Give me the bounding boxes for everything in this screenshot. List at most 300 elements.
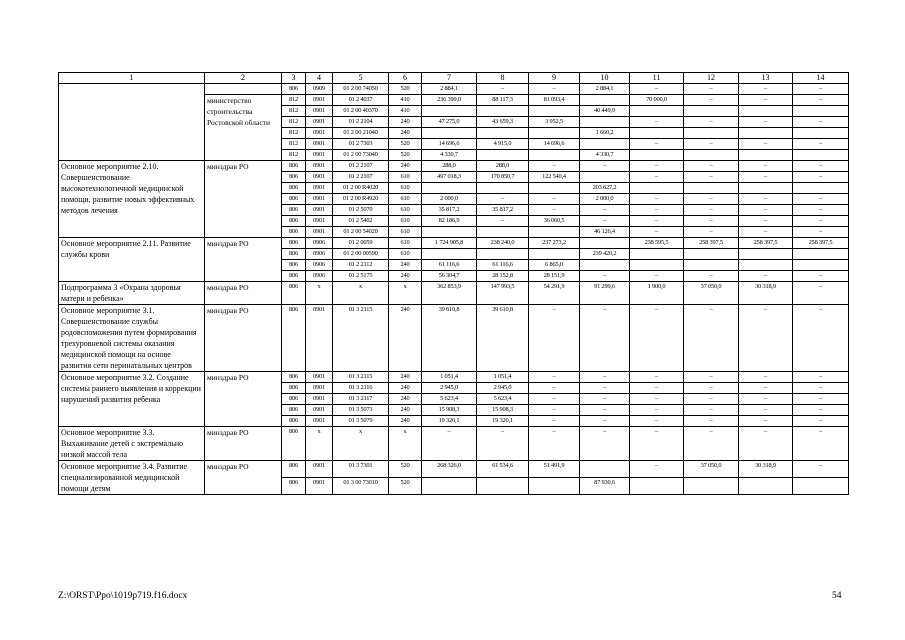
executor-cell: министерство строительства Ростовской области xyxy=(205,95,282,161)
value-cell: – xyxy=(739,117,793,128)
value-cell xyxy=(739,478,793,495)
value-cell: – xyxy=(793,271,849,282)
value-cell: 28 151,9 xyxy=(529,271,580,282)
value-cell: – xyxy=(630,383,684,394)
value-cell: 520 xyxy=(389,84,422,95)
value-cell: 236 399,0 xyxy=(422,95,477,106)
table-body xyxy=(59,84,849,495)
value-cell: – xyxy=(739,305,793,372)
value-cell: – xyxy=(793,405,849,416)
value-cell: – xyxy=(739,161,793,172)
value-cell: – xyxy=(684,139,739,150)
value-cell: – xyxy=(630,161,684,172)
value-cell: 37 050,0 xyxy=(684,461,739,478)
value-cell: x xyxy=(306,427,333,461)
value-cell: 0901 xyxy=(306,117,333,128)
value-cell: – xyxy=(739,139,793,150)
table-row xyxy=(59,238,849,249)
value-cell: – xyxy=(630,372,684,383)
value-cell: 0901 xyxy=(306,394,333,405)
value-cell: 240 xyxy=(389,117,422,128)
value-cell: – xyxy=(793,172,849,183)
value-cell: 35 817,2 xyxy=(477,205,529,216)
table-row xyxy=(59,84,849,95)
value-cell: – xyxy=(739,205,793,216)
value-cell: – xyxy=(739,394,793,405)
executor-cell: минздрав РО xyxy=(205,461,282,495)
value-cell: x xyxy=(306,282,333,305)
value-cell: 240 xyxy=(389,260,422,271)
executor-cell: минздрав РО xyxy=(205,161,282,238)
value-cell: 520 xyxy=(389,139,422,150)
value-cell: – xyxy=(684,172,739,183)
value-cell: – xyxy=(684,227,739,238)
value-cell: – xyxy=(739,427,793,461)
value-cell: – xyxy=(580,427,630,461)
value-cell xyxy=(477,150,529,161)
value-cell: 610 xyxy=(389,183,422,194)
value-cell: 82 186,9 xyxy=(422,216,477,227)
activity-name-cell: Основное мероприятие 3.4. Развитие специализированной медицинской помощи детям xyxy=(59,461,205,495)
value-cell: 258 397,5 xyxy=(684,238,739,249)
column-number-header: 12 xyxy=(684,73,739,84)
column-number-header: 14 xyxy=(793,73,849,84)
value-cell: – xyxy=(630,394,684,405)
value-cell: 610 xyxy=(389,238,422,249)
value-cell xyxy=(580,172,630,183)
value-cell: 237 273,2 xyxy=(529,238,580,249)
value-cell: – xyxy=(630,194,684,205)
value-cell: – xyxy=(477,427,529,461)
value-cell: – xyxy=(630,216,684,227)
value-cell: – xyxy=(684,117,739,128)
value-cell xyxy=(684,249,739,260)
value-cell: – xyxy=(684,383,739,394)
value-cell: 01 2 2104 xyxy=(333,117,389,128)
value-cell: 0901 xyxy=(306,183,333,194)
value-cell: – xyxy=(739,372,793,383)
value-cell: 15 908,3 xyxy=(422,405,477,416)
value-cell: – xyxy=(630,117,684,128)
value-cell: – xyxy=(580,372,630,383)
value-cell: – xyxy=(580,161,630,172)
value-cell: – xyxy=(529,405,580,416)
value-cell: – xyxy=(630,84,684,95)
value-cell xyxy=(793,183,849,194)
value-cell: 410 xyxy=(389,106,422,117)
value-cell xyxy=(529,249,580,260)
value-cell xyxy=(477,478,529,495)
value-cell: 610 xyxy=(389,216,422,227)
value-cell: 01 2 5070 xyxy=(333,205,389,216)
column-number-header: 9 xyxy=(529,73,580,84)
value-cell: 806 xyxy=(282,372,306,383)
value-cell xyxy=(739,260,793,271)
value-cell: 01 3 2115 xyxy=(333,372,389,383)
value-cell: – xyxy=(630,427,684,461)
value-cell xyxy=(630,260,684,271)
value-cell: 30 318,9 xyxy=(739,461,793,478)
value-cell: 01 2 00 73040 xyxy=(333,150,389,161)
value-cell: 01 2 00 74050 xyxy=(333,84,389,95)
value-cell: 54 291,9 xyxy=(529,282,580,305)
value-cell: 88 117,3 xyxy=(477,95,529,106)
value-cell xyxy=(739,128,793,139)
value-cell: 806 xyxy=(282,194,306,205)
value-cell: 01 2 5402 xyxy=(333,216,389,227)
value-cell: 812 xyxy=(282,139,306,150)
value-cell: 240 xyxy=(389,128,422,139)
value-cell: 0901 xyxy=(306,139,333,150)
value-cell: 2 945,0 xyxy=(477,383,529,394)
value-cell xyxy=(529,478,580,495)
value-cell: 87 930,6 xyxy=(580,478,630,495)
value-cell xyxy=(684,128,739,139)
executor-cell: минздрав РО xyxy=(205,238,282,282)
value-cell: 43 659,3 xyxy=(477,117,529,128)
value-cell: 1 051,4 xyxy=(477,372,529,383)
value-cell: 812 xyxy=(282,128,306,139)
value-cell: 30 318,9 xyxy=(739,282,793,305)
value-cell: 806 xyxy=(282,172,306,183)
value-cell: 268 326,0 xyxy=(422,461,477,478)
value-cell: 0901 xyxy=(306,128,333,139)
value-cell: – xyxy=(793,416,849,427)
value-cell: 2 884,1 xyxy=(580,84,630,95)
value-cell: 806 xyxy=(282,161,306,172)
value-cell: 01 2 00 R4020 xyxy=(333,183,389,194)
value-cell: – xyxy=(793,205,849,216)
value-cell: 39 610,8 xyxy=(422,305,477,372)
value-cell: – xyxy=(580,383,630,394)
value-cell: 01 2 4037 xyxy=(333,95,389,106)
value-cell: 812 xyxy=(282,95,306,106)
value-cell: 3 952,5 xyxy=(529,117,580,128)
activity-name-cell: Основное мероприятие 3.3. Выхаживание детей с экстремально низкой массой тела xyxy=(59,427,205,461)
value-cell: 0901 xyxy=(306,383,333,394)
value-cell: – xyxy=(793,216,849,227)
value-cell: – xyxy=(684,427,739,461)
value-cell: 01 2 00 R4920 xyxy=(333,194,389,205)
value-cell: 2 884,1 xyxy=(422,84,477,95)
value-cell: 1 724 905,8 xyxy=(422,238,477,249)
value-cell: x xyxy=(333,282,389,305)
value-cell xyxy=(630,106,684,117)
value-cell xyxy=(477,183,529,194)
value-cell: 0901 xyxy=(306,216,333,227)
value-cell xyxy=(684,183,739,194)
value-cell: – xyxy=(630,139,684,150)
value-cell: 258 397,5 xyxy=(739,238,793,249)
value-cell: 147 993,5 xyxy=(477,282,529,305)
value-cell: 122 540,4 xyxy=(529,172,580,183)
value-cell: 806 xyxy=(282,205,306,216)
column-number-header: 6 xyxy=(389,73,422,84)
value-cell: – xyxy=(739,84,793,95)
column-number-header: 11 xyxy=(630,73,684,84)
activity-name-cell: Основное мероприятие 3.1. Совершенствование службы родовспоможения путем формирования трехуровневой системы оказания медицинской помощи на основе развития сети перинатальных центров xyxy=(59,305,205,372)
value-cell xyxy=(630,183,684,194)
value-cell: 01 3 2115 xyxy=(333,305,389,372)
value-cell: – xyxy=(630,305,684,372)
value-cell: 61 534,6 xyxy=(477,461,529,478)
value-cell: 19 320,1 xyxy=(477,416,529,427)
value-cell: 39 610,8 xyxy=(477,305,529,372)
value-cell: – xyxy=(684,372,739,383)
column-number-header: 13 xyxy=(739,73,793,84)
value-cell xyxy=(739,183,793,194)
value-cell: – xyxy=(580,394,630,405)
value-cell: 497 018,3 xyxy=(422,172,477,183)
value-cell: – xyxy=(684,216,739,227)
value-cell: 806 xyxy=(282,260,306,271)
value-cell: 2 000,0 xyxy=(422,194,477,205)
value-cell: – xyxy=(684,194,739,205)
value-cell xyxy=(529,128,580,139)
value-cell: 40 449,9 xyxy=(580,106,630,117)
value-cell: 240 xyxy=(389,161,422,172)
value-cell: 0906 xyxy=(306,238,333,249)
value-cell: 812 xyxy=(282,117,306,128)
value-cell: 1 051,4 xyxy=(422,372,477,383)
value-cell: 0901 xyxy=(306,106,333,117)
value-cell: 5 623,4 xyxy=(422,394,477,405)
value-cell xyxy=(580,139,630,150)
value-cell: 806 xyxy=(282,427,306,461)
value-cell: 610 xyxy=(389,249,422,260)
activity-name-cell: Основное мероприятие 3.2. Создание системы раннего выявления и коррекции нарушений развития ребенка xyxy=(59,372,205,427)
value-cell: 806 xyxy=(282,416,306,427)
activity-name-cell: Основное мероприятие 2.11. Развитие службы крови xyxy=(59,238,205,282)
value-cell: – xyxy=(580,416,630,427)
executor-cell: минздрав РО xyxy=(205,372,282,427)
column-number-header: 8 xyxy=(477,73,529,84)
value-cell: 170 850,7 xyxy=(477,172,529,183)
value-cell xyxy=(739,106,793,117)
value-cell: – xyxy=(739,216,793,227)
value-cell: – xyxy=(793,117,849,128)
value-cell: – xyxy=(529,205,580,216)
value-cell: – xyxy=(477,194,529,205)
value-cell: 1 660,2 xyxy=(580,128,630,139)
value-cell: 5 623,4 xyxy=(477,394,529,405)
value-cell xyxy=(684,478,739,495)
value-cell: 2 000,0 xyxy=(580,194,630,205)
value-cell: – xyxy=(684,405,739,416)
value-cell: 203 627,2 xyxy=(580,183,630,194)
value-cell: – xyxy=(739,172,793,183)
activity-name-cell xyxy=(59,84,205,161)
value-cell: – xyxy=(529,194,580,205)
value-cell: 01 3 7301 xyxy=(333,461,389,478)
value-cell: 812 xyxy=(282,150,306,161)
value-cell xyxy=(477,106,529,117)
value-cell xyxy=(630,150,684,161)
value-cell: – xyxy=(793,139,849,150)
value-cell: 46 126,4 xyxy=(580,227,630,238)
value-cell xyxy=(630,249,684,260)
value-cell xyxy=(422,249,477,260)
value-cell: 610 xyxy=(389,227,422,238)
value-cell: 240 xyxy=(389,394,422,405)
value-cell: 240 xyxy=(389,305,422,372)
value-cell: – xyxy=(630,405,684,416)
value-cell: – xyxy=(630,172,684,183)
value-cell: 01 3 2117 xyxy=(333,394,389,405)
budget-table xyxy=(58,72,849,495)
value-cell: – xyxy=(793,383,849,394)
value-cell: 01 2 2107 xyxy=(333,172,389,183)
value-cell: 14 696,6 xyxy=(422,139,477,150)
table-row xyxy=(59,305,849,372)
value-cell: 288,0 xyxy=(422,161,477,172)
value-cell: 806 xyxy=(282,282,306,305)
value-cell: 806 xyxy=(282,461,306,478)
value-cell xyxy=(580,95,630,106)
value-cell: 520 xyxy=(389,150,422,161)
value-cell xyxy=(793,128,849,139)
value-cell: 01 3 00 73010 xyxy=(333,478,389,495)
value-cell: 806 xyxy=(282,405,306,416)
value-cell xyxy=(477,249,529,260)
value-cell: 0906 xyxy=(306,271,333,282)
value-cell: 806 xyxy=(282,394,306,405)
value-cell: 806 xyxy=(282,227,306,238)
value-cell: 0901 xyxy=(306,161,333,172)
value-cell: 240 xyxy=(389,416,422,427)
value-cell: 258 397,5 xyxy=(793,238,849,249)
value-cell xyxy=(422,183,477,194)
value-cell: – xyxy=(580,405,630,416)
value-cell xyxy=(630,128,684,139)
value-cell: 0901 xyxy=(306,150,333,161)
value-cell xyxy=(529,227,580,238)
value-cell: – xyxy=(793,194,849,205)
value-cell: – xyxy=(630,227,684,238)
value-cell: 1 900,0 xyxy=(630,282,684,305)
value-cell: 01 2 0059 xyxy=(333,238,389,249)
table-row xyxy=(59,161,849,172)
value-cell: 362 853,9 xyxy=(422,282,477,305)
value-cell xyxy=(739,150,793,161)
value-cell: – xyxy=(793,227,849,238)
value-cell: – xyxy=(684,305,739,372)
value-cell: 01 2 00 40370 xyxy=(333,106,389,117)
value-cell: 01 2 5175 xyxy=(333,271,389,282)
value-cell: 56 304,7 xyxy=(422,271,477,282)
value-cell: 0901 xyxy=(306,194,333,205)
value-cell: 806 xyxy=(282,238,306,249)
value-cell: 806 xyxy=(282,271,306,282)
value-cell: 239 420,2 xyxy=(580,249,630,260)
value-cell: – xyxy=(739,416,793,427)
table-row xyxy=(59,427,849,461)
value-cell: 288,0 xyxy=(477,161,529,172)
value-cell xyxy=(529,183,580,194)
value-cell: – xyxy=(580,271,630,282)
value-cell: 0909 xyxy=(306,84,333,95)
value-cell: – xyxy=(739,405,793,416)
value-cell: 14 696,6 xyxy=(529,139,580,150)
value-cell: – xyxy=(580,216,630,227)
value-cell: – xyxy=(793,394,849,405)
value-cell: 0901 xyxy=(306,405,333,416)
column-number-header: 4 xyxy=(306,73,333,84)
value-cell: 81 093,4 xyxy=(529,95,580,106)
value-cell: 806 xyxy=(282,216,306,227)
value-cell: 37 050,0 xyxy=(684,282,739,305)
value-cell: 238 595,5 xyxy=(630,238,684,249)
value-cell: 36 060,5 xyxy=(529,216,580,227)
value-cell xyxy=(477,227,529,238)
value-cell: – xyxy=(739,227,793,238)
value-cell: 01 3 5073 xyxy=(333,405,389,416)
value-cell: 01 3 5079 xyxy=(333,416,389,427)
value-cell xyxy=(739,249,793,260)
value-cell: 0901 xyxy=(306,95,333,106)
value-cell: – xyxy=(684,161,739,172)
value-cell: – xyxy=(529,305,580,372)
value-cell: 6 865,0 xyxy=(529,260,580,271)
value-cell: 4 330,7 xyxy=(422,150,477,161)
value-cell: 0901 xyxy=(306,172,333,183)
value-cell: 0901 xyxy=(306,478,333,495)
activity-name-cell: Подпрограмма 3 «Охрана здоровья матери и ребенка» xyxy=(59,282,205,305)
column-number-header: 3 xyxy=(282,73,306,84)
value-cell: – xyxy=(684,205,739,216)
value-cell xyxy=(793,150,849,161)
value-cell xyxy=(793,249,849,260)
value-cell: 01 2 7303 xyxy=(333,139,389,150)
activity-name-cell: Основное мероприятие 2.10. Совершенствование высокотехнологичной медицинской помощи, развитие новых эффективных методов лечения xyxy=(59,161,205,238)
value-cell: – xyxy=(793,427,849,461)
value-cell: 0901 xyxy=(306,372,333,383)
executor-cell: минздрав РО xyxy=(205,282,282,305)
value-cell: 806 xyxy=(282,84,306,95)
value-cell: 91 299,6 xyxy=(580,282,630,305)
value-cell: – xyxy=(684,416,739,427)
value-cell: – xyxy=(422,427,477,461)
value-cell: – xyxy=(529,84,580,95)
column-number-header: 2 xyxy=(205,73,282,84)
value-cell: – xyxy=(793,84,849,95)
value-cell: – xyxy=(529,383,580,394)
value-cell: – xyxy=(793,95,849,106)
value-cell xyxy=(793,478,849,495)
value-cell: – xyxy=(793,461,849,478)
value-cell: 47 275,0 xyxy=(422,117,477,128)
value-cell: 70 000,0 xyxy=(630,95,684,106)
value-cell: 806 xyxy=(282,249,306,260)
value-cell: 19 320,1 xyxy=(422,416,477,427)
value-cell: 01 2 00 54020 xyxy=(333,227,389,238)
value-cell: x xyxy=(333,427,389,461)
value-cell: 01 2 00 21040 xyxy=(333,128,389,139)
value-cell xyxy=(422,227,477,238)
value-cell: x xyxy=(389,282,422,305)
value-cell xyxy=(580,461,630,478)
executor-cell: минздрав РО xyxy=(205,305,282,372)
table-header-row xyxy=(59,73,849,84)
value-cell: 610 xyxy=(389,205,422,216)
value-cell: – xyxy=(793,305,849,372)
value-cell: 238 240,0 xyxy=(477,238,529,249)
value-cell: – xyxy=(739,95,793,106)
value-cell: – xyxy=(630,461,684,478)
value-cell: 0901 xyxy=(306,227,333,238)
value-cell xyxy=(630,478,684,495)
value-cell: x xyxy=(389,427,422,461)
